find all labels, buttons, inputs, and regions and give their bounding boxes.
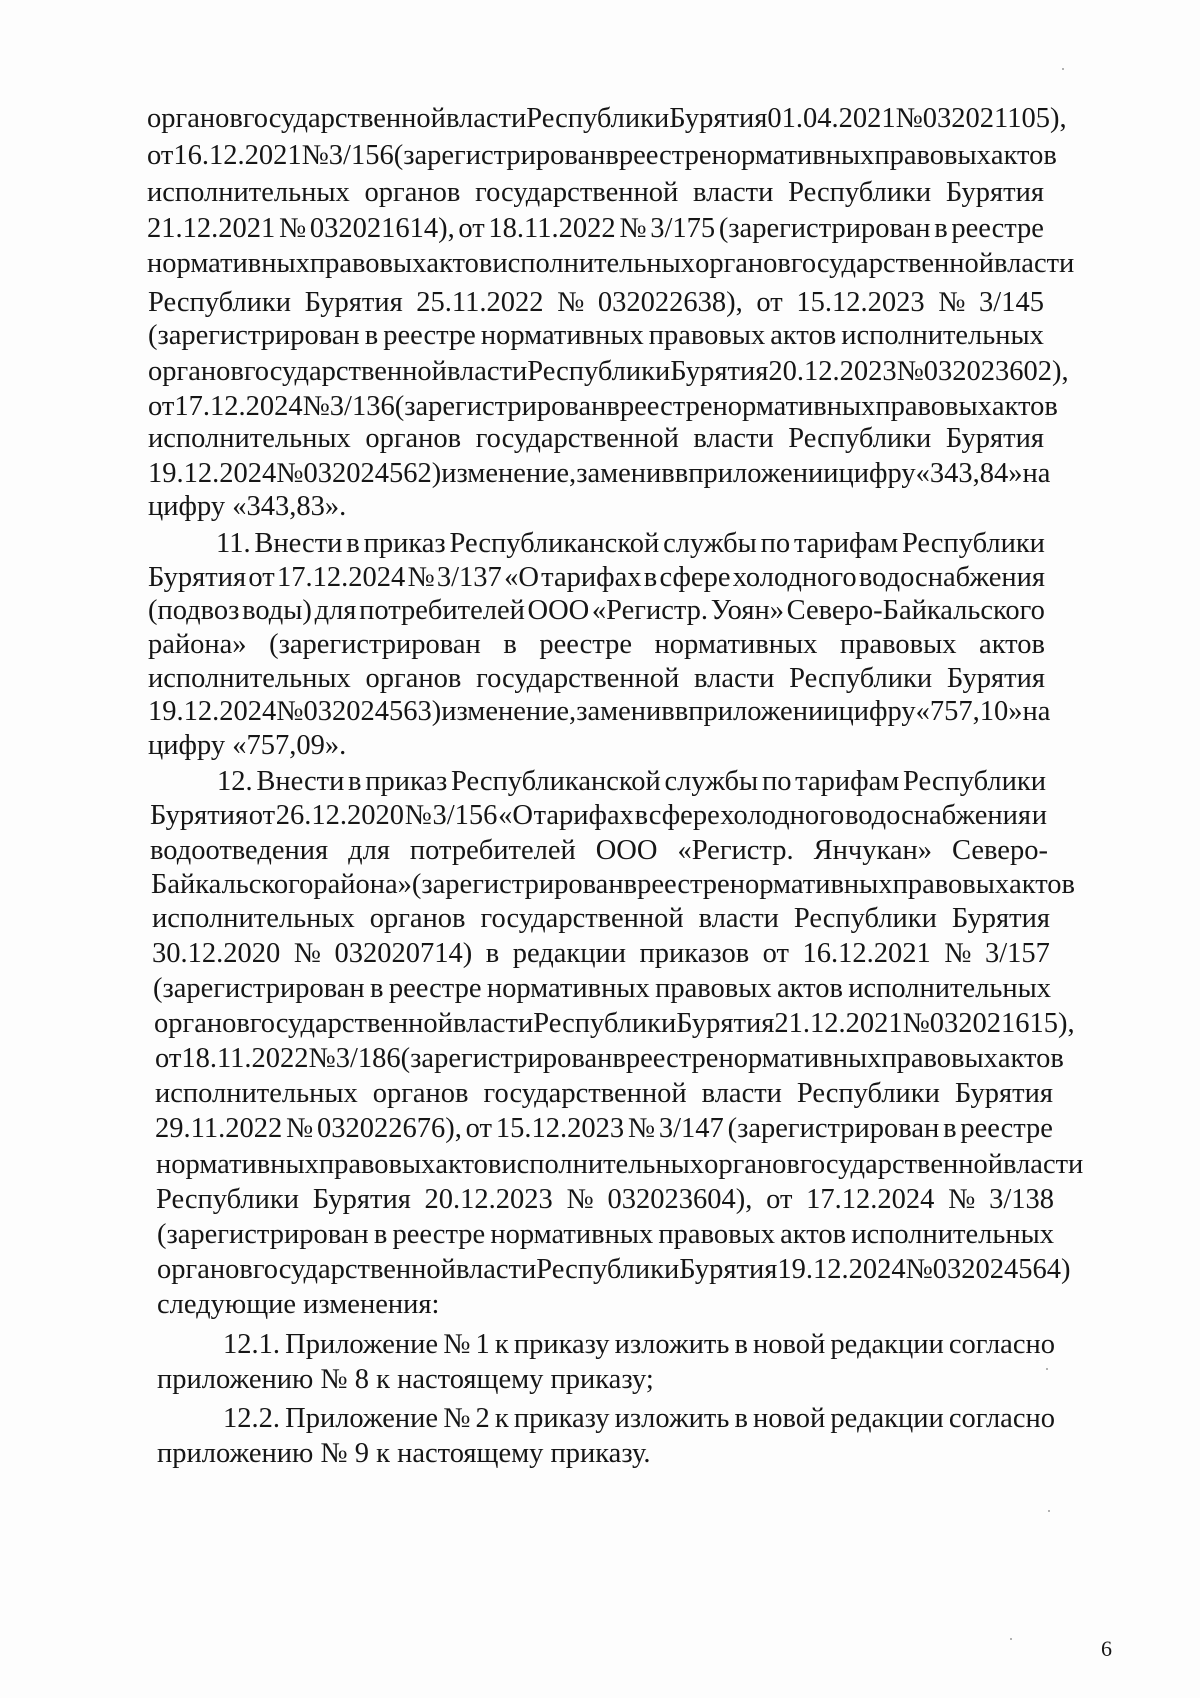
text-line: Бурятия от 17.12.2024 № 3/137 «О тарифах в сфере холодного водоснабжения bbox=[148, 562, 1045, 593]
text-line: исполнительных органов государственной власти Республики Бурятия bbox=[152, 903, 1050, 934]
text-line: 30.12.2020 № 032020714) в редакции приказов от 16.12.2021 № 3/157 bbox=[152, 938, 1050, 969]
text-line: 12.2. Приложение № 2 к приказу изложить в новой редакции согласно bbox=[223, 1403, 1055, 1434]
text-line: от 18.11.2022 № 3/186 (зарегистрирован в реестре нормативных правовых актов bbox=[155, 1043, 1064, 1074]
text-line: 11. Внести в приказ Республиканской службы по тарифам Республики bbox=[216, 528, 1045, 559]
text-line: Республики Бурятия 20.12.2023 № 032023604), от 17.12.2024 № 3/138 bbox=[156, 1184, 1054, 1215]
text-line: органов государственной власти Республики Бурятия 19.12.2024 № 032024564) bbox=[157, 1254, 1071, 1285]
text-line: приложению № 8 к настоящему приказу; bbox=[157, 1364, 654, 1395]
text-line: 19.12.2024 № 032024563) изменение, заменив в приложении цифру «757,10» на bbox=[148, 696, 1051, 727]
text-line: Республики Бурятия 25.11.2022 № 032022638), от 15.12.2023 № 3/145 bbox=[148, 287, 1044, 318]
text-line: Байкальского района» (зарегистрирован в реестре нормативных правовых актов bbox=[151, 869, 1076, 900]
text-line: органов государственной власти Республики Бурятия 21.12.2021 № 032021615), bbox=[154, 1008, 1075, 1039]
text-line: от 17.12.2024 № 3/136 (зарегистрирован в реестре нормативных правовых актов bbox=[148, 391, 1058, 422]
text-line: приложению № 9 к настоящему приказу. bbox=[157, 1438, 651, 1469]
text-line: от 16.12.2021 № 3/156 (зарегистрирован в реестре нормативных правовых актов bbox=[147, 140, 1057, 171]
text-line: 29.11.2022 № 032022676), от 15.12.2023 № 3/147 (зарегистрирован в реестре bbox=[155, 1113, 1053, 1144]
text-line: 19.12.2024 № 032024562) изменение, заменив в приложении цифру «343,84» на bbox=[148, 458, 1051, 489]
text-line: нормативных правовых актов исполнительных органов государственной власти bbox=[156, 1149, 1084, 1180]
text-line: исполнительных органов государственной власти Республики Бурятия bbox=[148, 663, 1045, 694]
text-line: 12. Внести в приказ Республиканской службы по тарифам Республики bbox=[217, 766, 1046, 797]
text-line: района» (зарегистрирован в реестре нормативных правовых актов bbox=[148, 629, 1045, 660]
text-line: нормативных правовых актов исполнительных органов государственной власти bbox=[147, 248, 1075, 279]
scan-speck bbox=[1046, 1368, 1048, 1370]
text-line: следующие изменения: bbox=[157, 1289, 440, 1320]
text-line: исполнительных органов государственной власти Республики Бурятия bbox=[155, 1078, 1053, 1109]
text-line: 12.1. Приложение № 1 к приказу изложить в новой редакции согласно bbox=[223, 1329, 1055, 1360]
text-line: 21.12.2021 № 032021614), от 18.11.2022 № 3/175 (зарегистрирован в реестре bbox=[147, 213, 1044, 244]
text-line: (зарегистрирован в реестре нормативных правовых актов исполнительных bbox=[153, 973, 1051, 1004]
text-line: органов государственной власти Республики Бурятия 20.12.2023 № 032023602), bbox=[148, 356, 1069, 387]
text-line: цифру «757,09». bbox=[148, 730, 347, 761]
text-line: Бурятия от 26.12.2020 № 3/156 «О тарифах в сфере холодного водоснабжения и bbox=[150, 800, 1047, 831]
text-line: водоотведения для потребителей ООО «Регистр. Янчукан» Северо- bbox=[150, 835, 1048, 866]
page-number: 6 bbox=[1101, 1636, 1112, 1661]
text-line: (зарегистрирован в реестре нормативных правовых актов исполнительных bbox=[148, 320, 1044, 351]
scan-speck bbox=[1048, 1510, 1050, 1512]
text-line: цифру «343,83». bbox=[148, 491, 347, 522]
text-line: органов государственной власти Республики Бурятия 01.04.2021 № 032021105), bbox=[147, 103, 1067, 134]
scan-speck bbox=[1010, 1638, 1012, 1640]
text-line: исполнительных органов государственной власти Республики Бурятия bbox=[147, 177, 1044, 208]
scan-speck bbox=[1062, 68, 1064, 70]
text-line: (подвоз воды) для потребителей ООО «Регистр. Уоян» Северо-Байкальского bbox=[148, 595, 1045, 626]
text-line: исполнительных органов государственной власти Республики Бурятия bbox=[148, 423, 1044, 454]
text-line: (зарегистрирован в реестре нормативных правовых актов исполнительных bbox=[157, 1219, 1054, 1250]
